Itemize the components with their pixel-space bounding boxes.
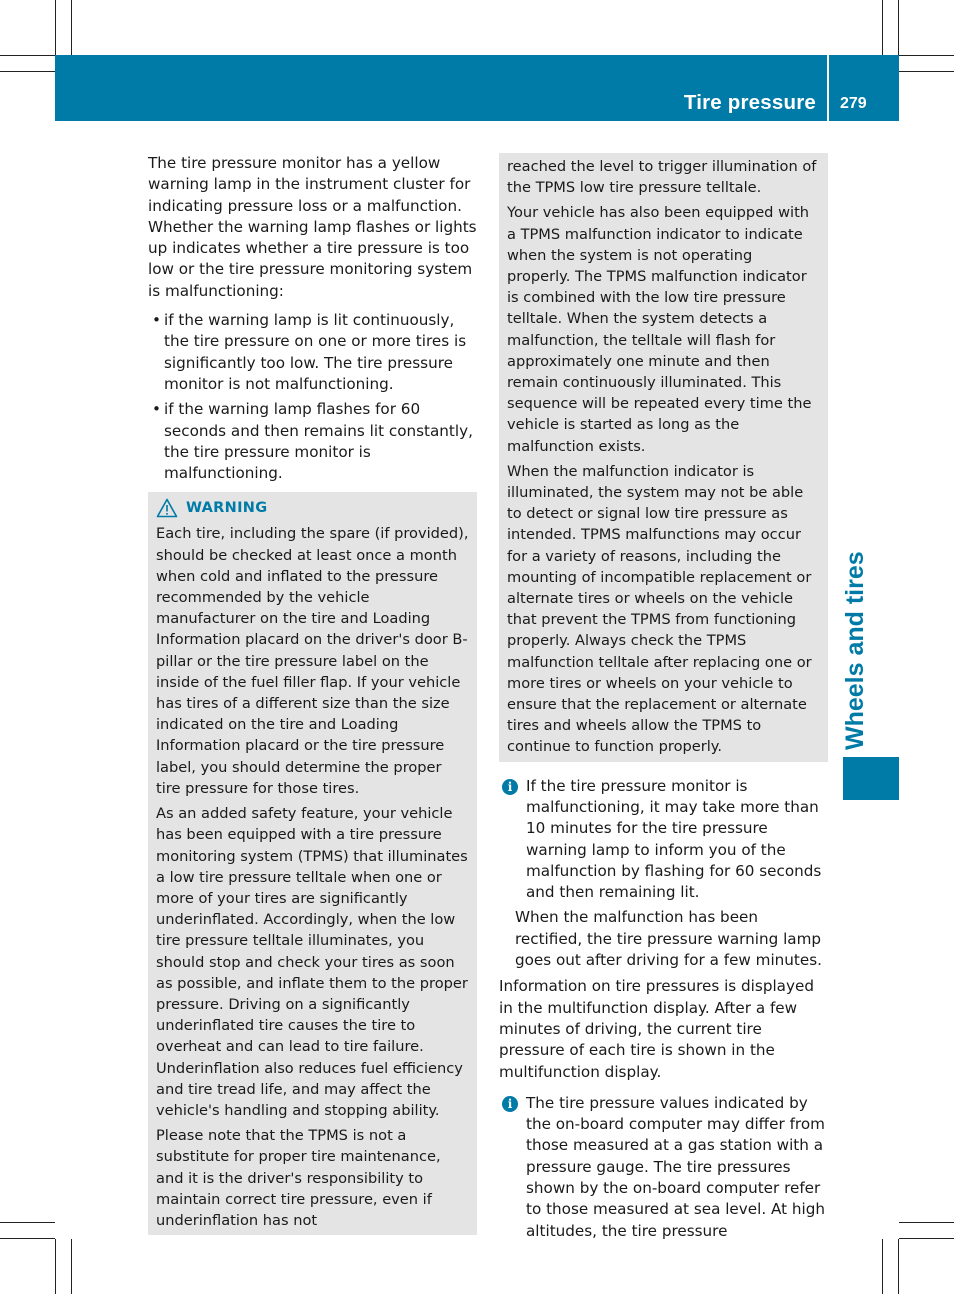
intro-paragraph: The tire pressure monitor has a yellow warning lamp in the instrument cluster for indicating pressure loss or a malfunction. Whether the warning lamp flashes or lights up indicates whether a tire pressure is too low or the tire pressure monitoring system is malfunctioning: [148,154,477,300]
crop-mark [55,0,56,55]
warning-label: WARNING [186,499,268,516]
warning-paragraph: Each tire, including the spare (if provided), should be checked at least once a month when cold and inflated to the pressure recommended by the vehicle manufacturer on the tire and Loading Information placard on the driver's door B-pillar or the tire pressure label on the inside of the fuel filler flap. If your vehicle has tires of a different size than the size indicated on the tire and Loading Information placard or the tire pressure label, you should determine the proper tire pressure for those tires. [156,525,469,797]
crop-mark [0,1238,55,1239]
page-number: 279 [840,95,867,112]
chapter-tab-label: Wheels and tires [841,551,869,750]
info-icon: i [502,1096,518,1112]
warning-box-continued [499,153,828,762]
crop-mark [0,1222,55,1223]
body-paragraph: Information on tire pressures is displayed in the multifunction display. After a few minutes of driving, the current tire pressure of each tire is shown in the multifunction display. [499,977,814,1081]
warning-triangle-icon [156,498,178,518]
right-column [499,153,829,1242]
info-paragraph: The tire pressure values indicated by the on-board computer may differ from those measured at a gas station with a pressure gauge. The tire pressures shown by the on-board computer refer to those measured at sea level. At high altitudes, the tire pressure [526,1093,826,1240]
bullet-list [148,310,480,484]
info-paragraph: If the tire pressure monitor is malfunctioning, it may take more than 10 minutes for the tire pressure warning lamp to inform you of the malfunction by flashing for 60 seconds and then remaining lit. [526,776,822,902]
crop-mark [899,71,954,72]
list-item [148,310,480,395]
header-divider [827,55,829,121]
bullet-icon: • [152,400,161,419]
crop-mark [0,71,55,72]
warning-box [148,492,477,1235]
warning-paragraph: reached the level to trigger illumination of the TPMS low tire pressure telltale. [507,158,817,197]
crop-mark [899,55,954,56]
list-item [148,399,480,484]
chapter-tab-marker [843,757,899,800]
crop-mark [71,1239,72,1294]
info-paragraph: When the malfunction has been rectified, the tire pressure warning lamp goes out after driving for a few minutes. [515,908,822,970]
bullet-icon: • [152,311,161,330]
warning-header [156,496,469,520]
warning-paragraph: Your vehicle has also been equipped with a TPMS malfunction indicator to indicate when the system is not operating properly. The TPMS malfunction indicator is combined with the low tire pressure telltale. When the system detects a malfunction, the telltale will flash for approximately one minute and then remain continuously illuminated. This sequence will be repeated every time the vehicle is started as long as the malfunction exists. [507,204,812,455]
crop-mark [882,0,883,55]
info-note [499,776,829,972]
chapter-tab [840,551,870,750]
warning-paragraph: Please note that the TPMS is not a substitute for proper tire maintenance, and it is the driver's responsibility to maintain correct tire pressure, even if underinflation has not [156,1127,441,1229]
warning-paragraph: When the malfunction indicator is illuminated, the system may not be able to detect or signal low tire pressure as intended. TPMS malfunctions may occur for a variety of reasons, including the mounting of incompatible replacement or alternate tires or wheels on the vehicle that prevent the TPMS from functioning properly. Always check the TPMS malfunction telltale after replacing one or more tires or wheels on your vehicle to ensure that the replacement or alternate tires and wheels allow the TPMS to continue to function properly. [507,462,812,756]
crop-mark [898,0,899,55]
section-title: Tire pressure [683,91,816,114]
bullet-text: if the warning lamp is lit continuously, the tire pressure on one or more tires is significantly too low. The tire pressure monitor is not malfunctioning. [164,311,467,393]
crop-mark [0,55,55,56]
left-column [148,153,480,1235]
info-icon: i [502,779,518,795]
crop-mark [882,1239,883,1294]
crop-mark [898,1239,899,1294]
crop-mark [55,1239,56,1294]
crop-mark [71,0,72,55]
bullet-text: if the warning lamp flashes for 60 seconds and then remains lit constantly, the tire pressure monitor is malfunctioning. [164,400,473,483]
warning-paragraph: As an added safety feature, your vehicle has been equipped with a tire pressure monitoring system (TPMS) that illuminates a low tire pressure telltale when one or more of your tires are significantly underinflated. Accordingly, when the low tire pressure telltale illuminates, you should stop and check your tires as soon as possible, and inflate them to the proper pressure. Driving on a significantly underinflated tire causes the tire to overheat and can lead to tire failure. Underinflation also reduces fuel efficiency and tire tread life, and may affect the vehicle's handling and stopping ability. [156,805,468,1119]
crop-mark [899,1222,954,1223]
info-note [499,1093,829,1242]
crop-mark [899,1238,954,1239]
